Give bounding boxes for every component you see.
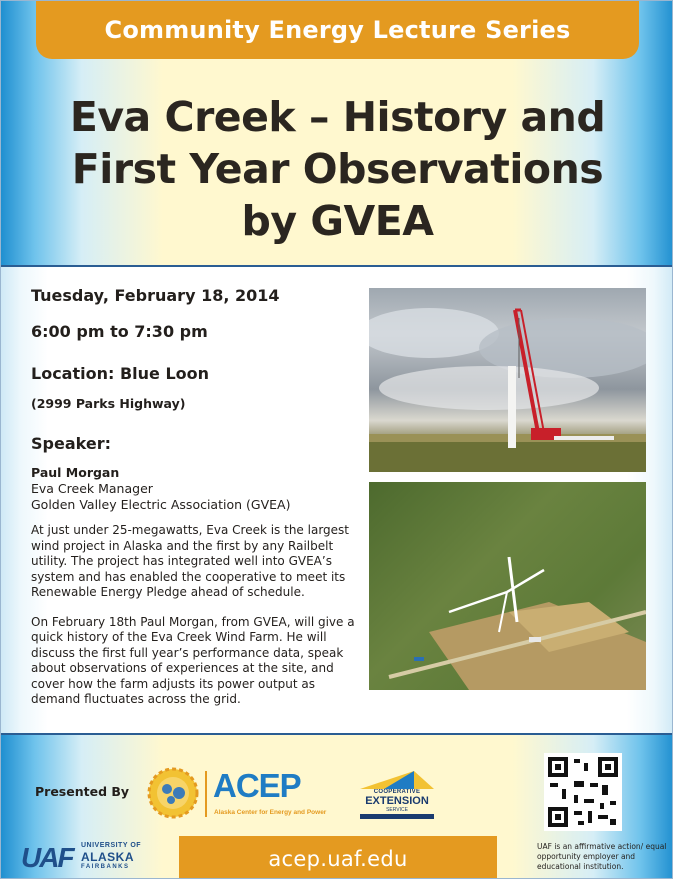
- event-title-line: Eva Creek – History and: [69, 93, 606, 141]
- speaker-organization: Golden Valley Electric Association (GVEA): [31, 497, 291, 512]
- presented-by-label: Presented By: [35, 784, 130, 799]
- wind-farm-aerial-image: [369, 482, 646, 690]
- wind-farm-aerial-photo: [369, 482, 646, 690]
- event-address: (2999 Parks Highway): [31, 396, 186, 411]
- footer-band: [1, 733, 673, 879]
- series-title: Community Energy Lecture Series: [36, 1, 639, 59]
- speaker-name: Paul Morgan: [31, 465, 120, 480]
- event-date: Tuesday, February 18, 2014: [31, 286, 280, 305]
- event-time: 6:00 pm to 7:30 pm: [31, 322, 208, 341]
- description-paragraph: At just under 25-megawatts, Eva Creek is the largest wind project in Alaska and the first by any Railbelt utility. The project has integrated well into GVEA’s system and has enabled the cooperative to meet its Renewable Energy Pledge ahead of schedule.: [31, 523, 349, 599]
- acep-gear-icon: [147, 767, 199, 819]
- eeo-disclaimer: UAF is an affirmative action/ equal opportunity employer and educational institution.: [537, 842, 667, 871]
- uaf-university-of: UNIVERSITY OF: [81, 842, 142, 849]
- event-title-line: by GVEA: [241, 197, 434, 245]
- coop-underline: [360, 814, 434, 819]
- uaf-logo: [21, 840, 161, 874]
- acep-logo-text: ACEP: [213, 767, 301, 804]
- speaker-heading: Speaker:: [31, 434, 111, 453]
- qr-code-icon: [544, 753, 622, 831]
- event-location: Location: Blue Loon: [31, 364, 210, 383]
- turbine-crane-photo: [369, 288, 646, 472]
- header-band: [1, 1, 673, 267]
- content-area: [1, 267, 673, 733]
- website-url: acep.uaf.edu: [179, 836, 497, 879]
- speaker-role: Eva Creek Manager: [31, 481, 153, 496]
- event-title-line: First Year Observations: [71, 145, 604, 193]
- description-paragraph: On February 18th Paul Morgan, from GVEA, will give a quick history of the Eva Creek Wind Farm. He will discuss the first full year’s performance data, speak about observations of experiences at the site, and cover how the farm adjusts its power output as demand fluctuates across the grid.: [31, 614, 355, 706]
- acep-divider: [205, 771, 207, 817]
- uaf-fairbanks: FAIRBANKS: [81, 864, 130, 870]
- coop-service-text: SERVICE: [386, 807, 408, 813]
- cooperative-extension-logo: [354, 769, 440, 819]
- uaf-mark: UAF: [21, 842, 73, 873]
- event-title: [21, 91, 654, 247]
- event-info: [31, 277, 361, 708]
- coop-top-text: COOPERATIVE: [373, 789, 421, 795]
- acep-logo-subtext: Alaska Center for Energy and Power: [214, 809, 327, 816]
- coop-extension-icon: [354, 769, 440, 791]
- turbine-crane-image: [369, 288, 646, 472]
- uaf-alaska: ALASKA: [81, 850, 134, 864]
- coop-main-text: EXTENSION: [365, 795, 429, 807]
